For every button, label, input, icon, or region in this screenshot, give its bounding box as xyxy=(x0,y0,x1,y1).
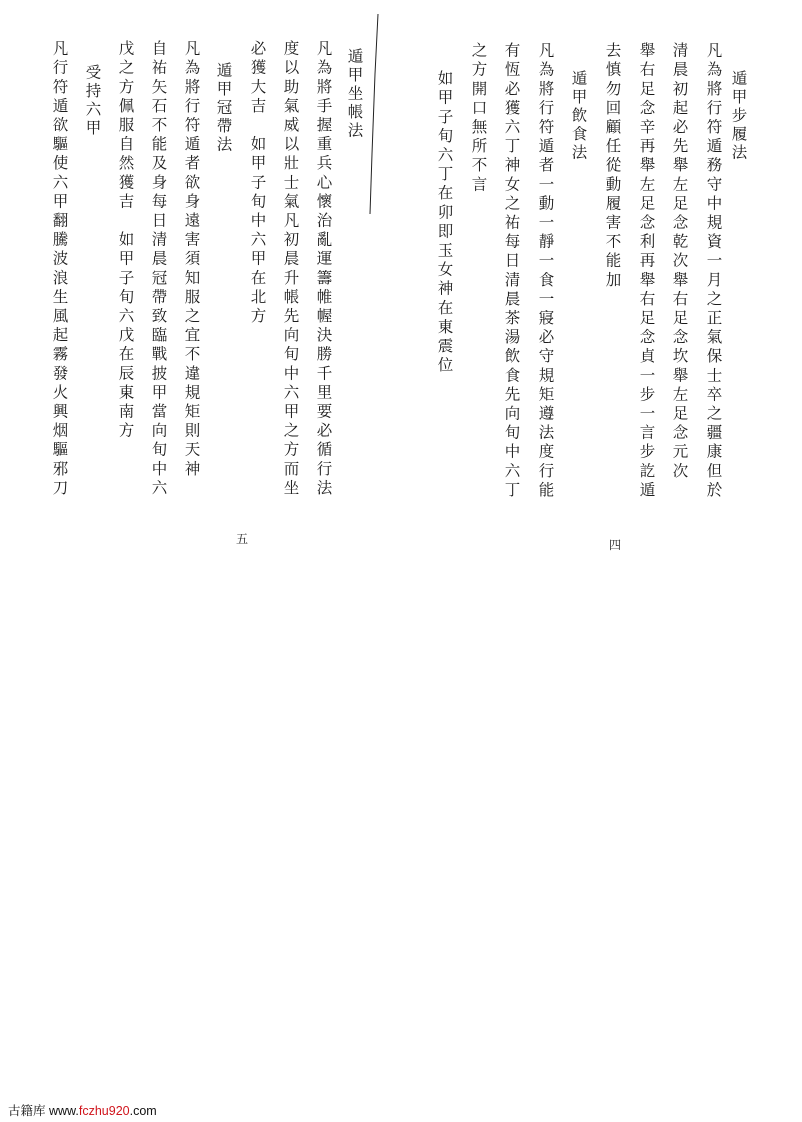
page-number-left: 五 xyxy=(236,532,249,546)
text-column: 舉右足念辛再舉左足念利再舉右足念貞一步一言步訖遁 xyxy=(637,42,656,501)
page-number-right: 四 xyxy=(609,538,622,552)
text-column: 凡行符遁欲驅使六甲翻騰波浪生風起霧發火興烟驅邪刀 xyxy=(50,40,69,499)
text-column: 戊之方佩服自然獲吉 如甲子旬六戊在辰東南方 xyxy=(116,40,135,442)
text-column: 如甲子旬六丁在卯即玉女神在東震位 xyxy=(435,70,454,376)
site-url-suffix: .com xyxy=(129,1104,157,1118)
text-column: 凡為將行符遁者欲身遠害須知服之宜不違規矩則天神 xyxy=(182,40,201,480)
site-url-prefix: www. xyxy=(49,1104,79,1118)
site-name: 古籍库 xyxy=(8,1104,46,1118)
heading-cap-belt-method: 遁甲冠帶法 xyxy=(214,62,233,155)
text-column: 必獲大吉 如甲子旬中六甲在北方 xyxy=(248,40,267,327)
heading-walking-method: 遁甲步履法 xyxy=(729,70,748,163)
text-column: 凡為將手握重兵心懷治亂運籌帷幄決勝千里要必循行法 xyxy=(314,40,333,499)
site-url-brand: fczhu920 xyxy=(78,1104,130,1118)
text-column: 自祐矢石不能及身每日清晨冠帶致臨戰披甲當向旬中六 xyxy=(149,40,168,499)
heading-receive-six-jia: 受持六甲 xyxy=(83,64,102,138)
site-watermark xyxy=(8,1101,157,1119)
text-column: 有恆必獲六丁神女之祐每日清晨茶湯飲食先向旬中六丁 xyxy=(502,42,521,501)
text-column: 去慎勿回顧任從動履害不能加 xyxy=(603,42,622,291)
text-column: 凡為將行符遁者一動一靜一食一寢必守規矩遵法度行能 xyxy=(536,42,555,501)
page-fold-line xyxy=(364,14,380,574)
text-column: 之方開口無所不言 xyxy=(469,42,488,195)
text-column: 清晨初起必先舉左足念乾次舉右足念坎舉左足念元次 xyxy=(670,42,689,482)
text-column: 度以助氣威以壯士氣凡初晨升帳先向旬中六甲之方而坐 xyxy=(281,40,300,499)
text-column: 凡為將行符遁務守中規資一月之正氣保士卒之疆康但於 xyxy=(704,42,723,501)
heading-sitting-tent-method: 遁甲坐帳法 xyxy=(345,48,364,141)
heading-eating-method: 遁甲飲食法 xyxy=(569,70,588,163)
